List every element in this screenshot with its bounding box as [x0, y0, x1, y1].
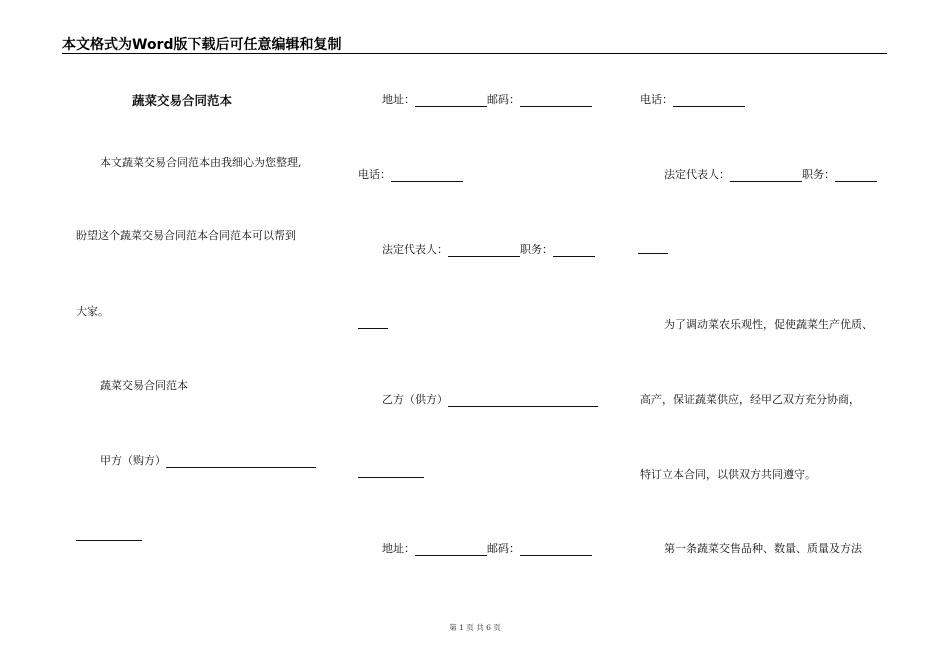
party-a-blank	[166, 456, 316, 468]
phone-label: 电话：	[358, 168, 391, 181]
intro-line-3: 大家。	[76, 305, 109, 318]
purpose-line-2: 高产，保证蔬菜供应，经甲乙双方充分协商，	[640, 393, 860, 406]
position-blank-2	[835, 170, 877, 182]
legal-rep-label-2: 法定代表人：	[664, 168, 730, 181]
position-continuation-blank-2	[638, 253, 668, 254]
document-title: 蔬菜交易合同范本	[132, 93, 233, 108]
phone-blank-2	[673, 95, 745, 107]
address-label-2: 地址：	[382, 542, 415, 555]
postcode-label-2: 邮码：	[487, 542, 520, 555]
section-subtitle: 蔬菜交易合同范本	[100, 379, 188, 392]
legal-rep-blank	[448, 245, 520, 257]
party-a-row	[100, 454, 316, 468]
purpose-line-3: 特订立本合同，以供双方共同遵守。	[640, 468, 816, 481]
legal-rep-blank-2	[730, 170, 802, 182]
legal-rep-row-2	[664, 168, 877, 182]
position-label: 职务：	[520, 243, 553, 256]
position-blank	[553, 245, 595, 257]
phone-label-2: 电话：	[640, 93, 673, 106]
address-blank-2	[415, 544, 487, 556]
document-header-banner: 本文格式为Word版下载后可任意编辑和复制	[62, 37, 342, 53]
phone-row-2	[640, 93, 745, 107]
address-row-1	[382, 93, 592, 107]
intro-line-1: 本文蔬菜交易合同范本由我细心为您整理,	[100, 156, 302, 169]
address-blank	[415, 95, 487, 107]
legal-rep-row-1	[382, 243, 595, 257]
party-a-continuation-blank	[76, 540, 142, 541]
party-b-label: 乙方（供方）	[382, 393, 448, 406]
clause-1-heading: 第一条蔬菜交售品种、数量、质量及方法	[664, 542, 862, 555]
phone-blank	[391, 170, 463, 182]
purpose-line-1: 为了调动菜农乐观性，促使蔬菜生产优质、	[664, 318, 873, 331]
legal-rep-label: 法定代表人：	[382, 243, 448, 256]
postcode-label: 邮码：	[487, 93, 520, 106]
party-b-row	[382, 393, 598, 407]
header-rule	[62, 53, 887, 54]
position-label-2: 职务：	[802, 168, 835, 181]
postcode-blank-2	[520, 544, 592, 556]
postcode-blank	[520, 95, 592, 107]
phone-row-1	[358, 168, 463, 182]
party-b-blank	[448, 395, 598, 407]
position-continuation-blank	[358, 328, 388, 329]
address-row-2	[382, 542, 592, 556]
party-a-label: 甲方（购方）	[100, 454, 166, 467]
party-b-continuation-blank	[358, 477, 424, 478]
address-label: 地址：	[382, 93, 415, 106]
intro-line-2: 盼望这个蔬菜交易合同范本合同范本可以帮到	[76, 229, 296, 242]
page-number: 第 1 页 共 6 页	[449, 623, 501, 632]
